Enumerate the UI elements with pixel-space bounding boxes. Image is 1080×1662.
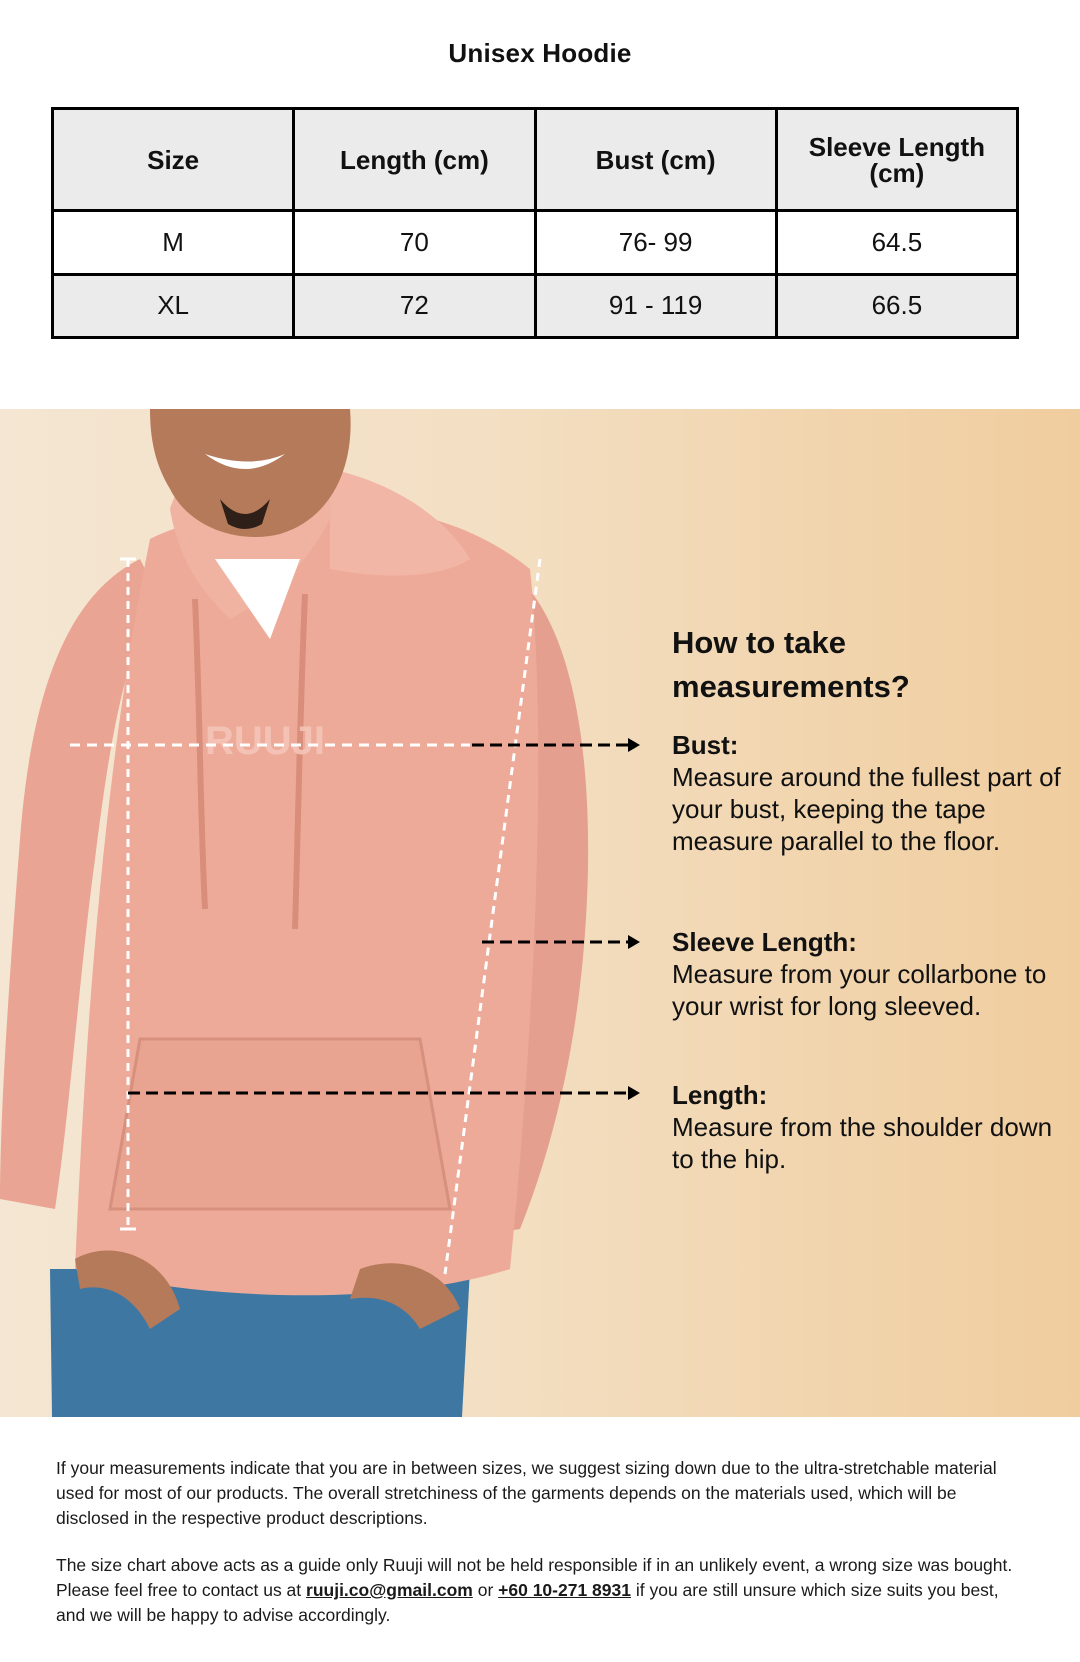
header-length: Length (cm) — [294, 109, 535, 211]
phone-link[interactable]: +60 10-271 8931 — [498, 1580, 631, 1600]
how-to-heading: How to take measurements? — [672, 625, 910, 704]
bust-label: Bust: — [672, 730, 739, 760]
length-label: Length: — [672, 1080, 768, 1110]
hoodie-pocket — [110, 1039, 450, 1209]
model-hoodie-illustration — [0, 409, 1080, 1417]
header-size: Size — [53, 109, 294, 211]
table-row — [53, 211, 1018, 274]
sleeve-instruction — [672, 926, 1062, 1022]
cell-size: M — [53, 211, 294, 274]
email-link[interactable]: ruuji.co@gmail.com — [306, 1580, 473, 1600]
cell-size: XL — [53, 274, 294, 337]
size-chart-table — [51, 107, 1019, 339]
table-row — [53, 274, 1018, 337]
length-instruction — [672, 1079, 1062, 1175]
length-text: Measure from the shoulder down to the hip. — [672, 1112, 1053, 1174]
measurement-guide-panel — [0, 409, 1080, 1417]
cell-bust: 76- 99 — [535, 211, 776, 274]
page-title: Unisex Hoodie — [448, 38, 632, 68]
cell-sleeve: 64.5 — [776, 211, 1017, 274]
disclaimer-text-a: The size chart above acts as a guide only Ruuji will not be held responsible if in an unlikely event, a wrong size was bought. Please feel free to contact us at — [56, 1555, 1013, 1600]
cell-length: 72 — [294, 274, 535, 337]
header-bust: Bust (cm) — [535, 109, 776, 211]
hoodie-logo-text: RUUJI — [205, 719, 326, 763]
sleeve-text: Measure from your collarbone to your wrist for long sleeved. — [672, 959, 1047, 1021]
bust-instruction — [672, 729, 1062, 857]
sleeve-label: Sleeve Length: — [672, 927, 857, 957]
hoodie-hood-right — [330, 469, 470, 576]
cell-sleeve: 66.5 — [776, 274, 1017, 337]
disclaimer-text-or: or — [472, 1580, 499, 1600]
disclaimer-text-c: if you are still unsure which size suits you best, and we will be happy to advise accordingly. — [56, 1580, 999, 1625]
cell-length: 70 — [294, 211, 535, 274]
sizing-note: If your measurements indicate that you are in between sizes, we suggest sizing down due to the ultra-stretchable material used for most of our products. The overall stretchiness of the garments depends on the materials used, which will be disclosed in the respective product descriptions. — [56, 1458, 997, 1528]
disclaimer-note — [56, 1553, 1016, 1628]
bust-text: Measure around the fullest part of your bust, keeping the tape measure parallel to the floor. — [672, 762, 1061, 856]
cell-bust: 91 - 119 — [535, 274, 776, 337]
header-sleeve-length: Sleeve Length (cm) — [776, 109, 1017, 211]
table-header-row — [53, 109, 1018, 211]
